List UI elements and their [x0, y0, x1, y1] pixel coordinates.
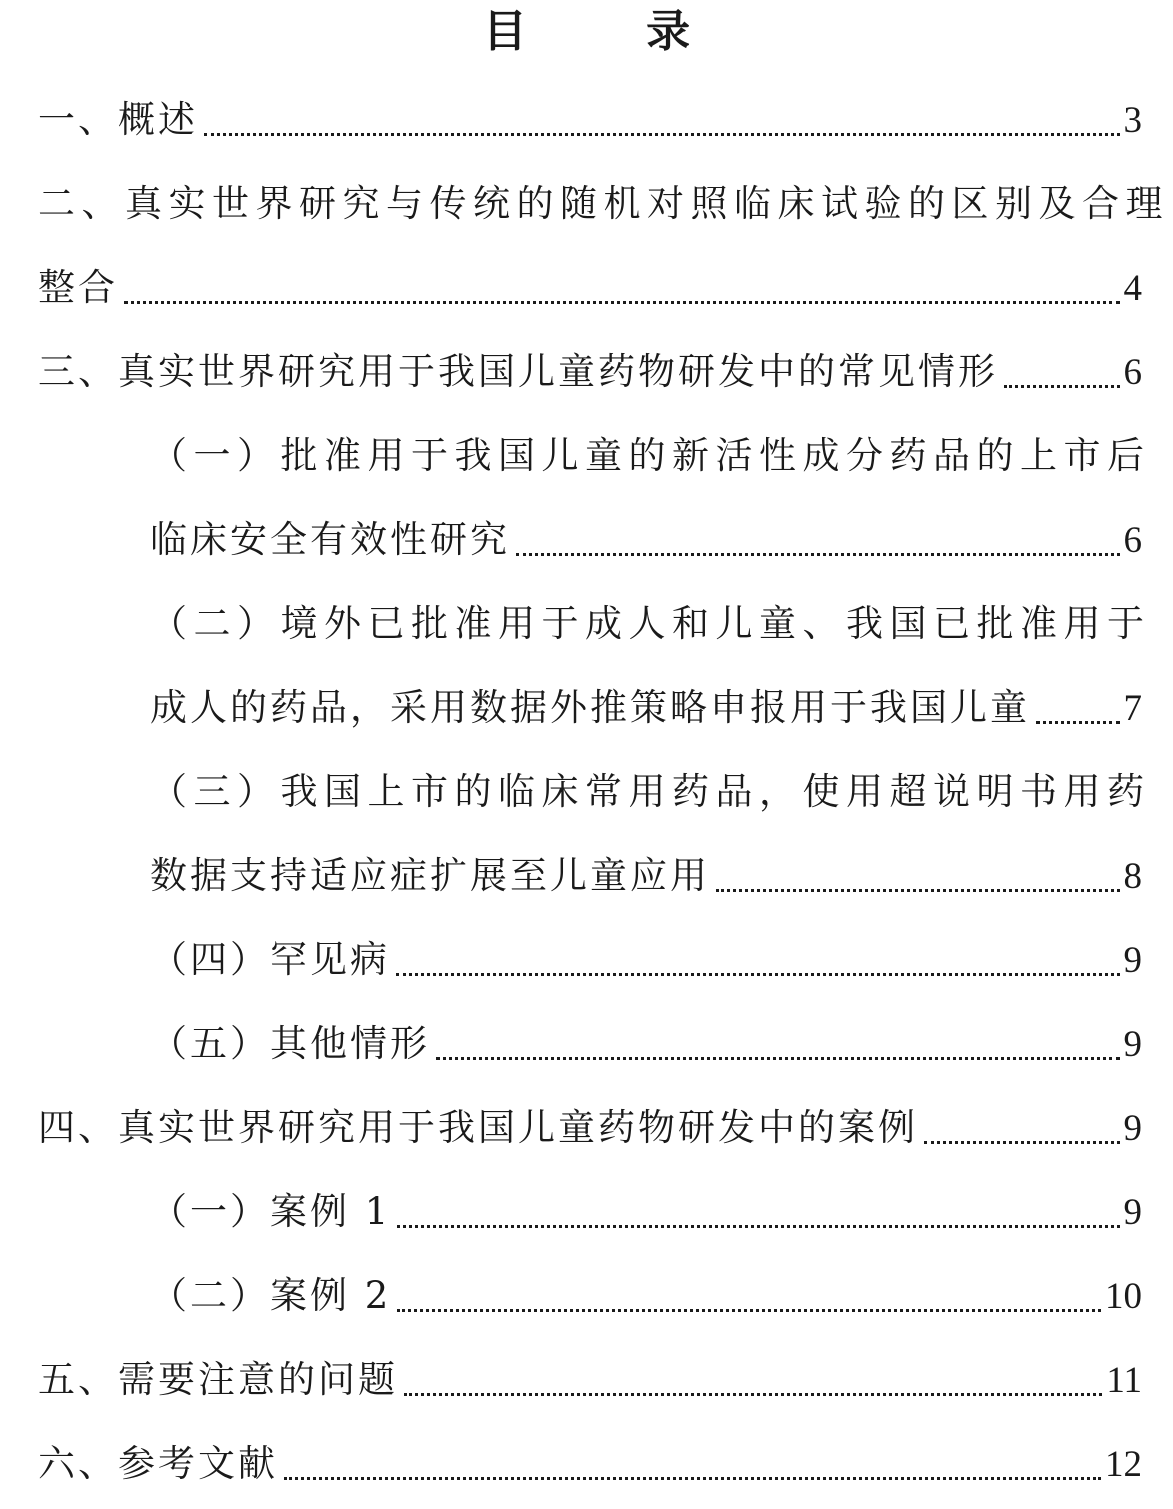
toc-entry-label: （一）批准用于我国儿童的新活性成分药品的上市后	[150, 434, 1151, 477]
toc-entry-3-4[interactable]	[38, 918, 1142, 1002]
toc-entry-label: （五）其他情形	[150, 1022, 430, 1065]
toc-page-number: 7	[1123, 688, 1142, 729]
toc-entry-6[interactable]	[38, 1422, 1142, 1506]
toc-entry-label: （二）案例 2	[150, 1274, 392, 1317]
toc-entry-3-5[interactable]	[38, 1002, 1142, 1086]
toc-page-number: 8	[1123, 856, 1142, 897]
toc-page-number: 6	[1123, 352, 1142, 393]
toc-entry-label: 整合	[38, 266, 118, 309]
toc-entry-label: 二、真实世界研究与传统的随机对照临床试验的区别及合理	[38, 182, 1169, 225]
toc-page-number: 9	[1123, 1192, 1142, 1233]
toc-entry-4[interactable]	[38, 1086, 1142, 1170]
toc-entry-label: 四、真实世界研究用于我国儿童药物研发中的案例	[38, 1106, 918, 1149]
dot-leader	[924, 1141, 1120, 1144]
toc-page-number: 4	[1123, 268, 1142, 309]
dot-leader	[396, 973, 1120, 976]
toc-entry-label: （四）罕见病	[150, 938, 390, 981]
toc-entry-4-1[interactable]	[38, 1170, 1142, 1254]
toc-entry-label: （一）案例 1	[150, 1190, 392, 1233]
toc-entry-label: 五、需要注意的问题	[38, 1358, 398, 1401]
toc-entry-label: 数据支持适应症扩展至儿童应用	[150, 854, 710, 897]
toc-page-number: 11	[1106, 1360, 1142, 1401]
dot-leader	[516, 553, 1120, 556]
toc-page-number: 12	[1105, 1444, 1142, 1485]
toc-entry-3-2-line-2[interactable]	[38, 666, 1142, 750]
toc-entry-label: （二）境外已批准用于成人和儿童、我国已批准用于	[150, 602, 1151, 645]
toc-entry-3[interactable]	[38, 330, 1142, 414]
dot-leader	[204, 133, 1120, 136]
toc-entry-4-2[interactable]	[38, 1254, 1142, 1338]
toc-entry-3-1-line-1[interactable]	[38, 414, 1151, 498]
toc-entry-5[interactable]	[38, 1338, 1142, 1422]
toc-entry-2-line-1[interactable]	[38, 162, 1169, 246]
dot-leader	[1036, 721, 1120, 724]
dot-leader	[436, 1057, 1120, 1060]
toc-page-number: 6	[1123, 520, 1142, 561]
toc-entry-label: 六、参考文献	[38, 1442, 278, 1485]
dot-leader	[397, 1225, 1119, 1228]
table-of-contents	[38, 78, 1169, 1506]
toc-entry-label: 三、真实世界研究用于我国儿童药物研发中的常见情形	[38, 350, 998, 393]
toc-page-number: 9	[1123, 1108, 1142, 1149]
toc-page-number: 10	[1105, 1276, 1142, 1317]
toc-entry-3-3-line-1[interactable]	[38, 750, 1151, 834]
toc-page-number: 9	[1123, 940, 1142, 981]
page-title: 目 录	[482, 6, 743, 57]
toc-entry-label: （三）我国上市的临床常用药品，使用超说明书用药	[150, 770, 1151, 813]
toc-entry-3-2-line-1[interactable]	[38, 582, 1151, 666]
toc-entry-label: 成人的药品，采用数据外推策略申报用于我国儿童	[150, 686, 1030, 729]
toc-entry-label: 一、概述	[38, 98, 198, 141]
toc-page-number: 9	[1123, 1024, 1142, 1065]
dot-leader	[1004, 385, 1120, 388]
toc-entry-label: 临床安全有效性研究	[150, 518, 510, 561]
toc-entry-2-line-2[interactable]	[38, 246, 1142, 330]
toc-entry-3-1-line-2[interactable]	[38, 498, 1142, 582]
dot-leader	[716, 889, 1120, 892]
toc-entry-3-3-line-2[interactable]	[38, 834, 1142, 918]
toc-page-number: 3	[1123, 100, 1142, 141]
toc-entry-1[interactable]	[38, 78, 1142, 162]
dot-leader	[284, 1477, 1101, 1480]
dot-leader	[404, 1393, 1102, 1396]
dot-leader	[397, 1309, 1101, 1312]
dot-leader	[124, 301, 1120, 304]
